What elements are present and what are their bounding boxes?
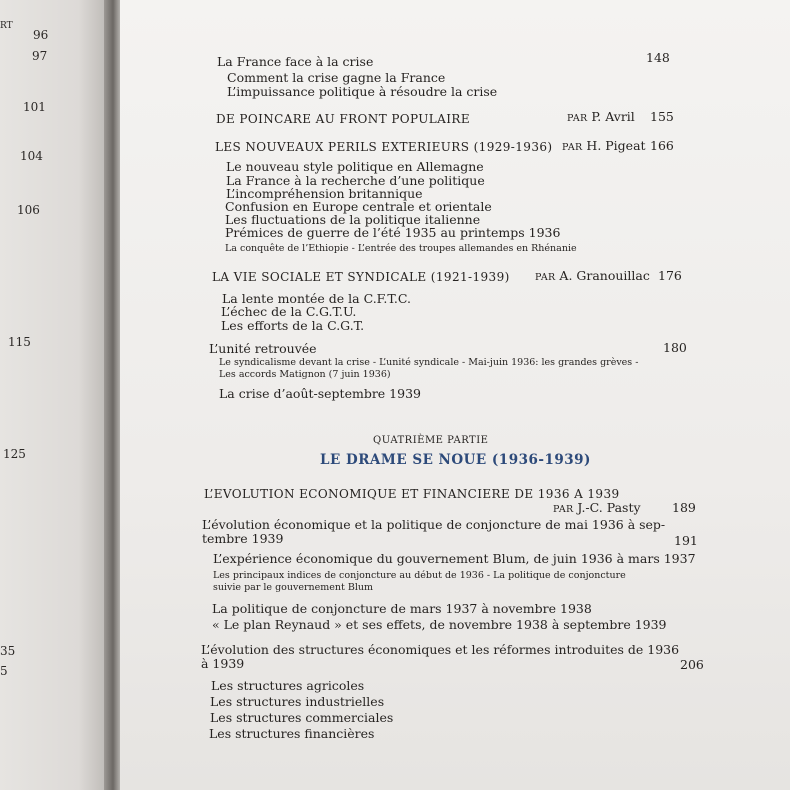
toc-note: suivie par le gouvernement Blum [213, 582, 373, 593]
left-page-number: 106 [17, 203, 40, 217]
toc-entry-title: L’unité retrouvée [209, 341, 317, 356]
left-page-number: 35 [0, 644, 16, 658]
part-label: QUATRIÈME PARTIE [373, 435, 489, 446]
toc-subentry: Les structures financières [209, 726, 375, 741]
toc-chapter-title: DE POINCARE AU FRONT POPULAIRE [216, 112, 470, 126]
left-fragment: RT [0, 21, 13, 31]
toc-page-number: 191 [674, 533, 698, 548]
toc-subentry: L’échec de la C.G.T.U. [221, 304, 357, 319]
toc-subentry: L’expérience économique du gouvernement Blum, de juin 1936 à mars 1937 [213, 551, 696, 566]
toc-note: La conquête de l’Ethiopie - L’entrée des troupes allemandes en Rhénanie [225, 243, 577, 254]
left-page-number: 97 [32, 49, 48, 63]
toc-subentry: Les structures industrielles [210, 694, 385, 709]
toc-subentry: Les efforts de la C.G.T. [221, 318, 365, 333]
toc-author: PAR J.-C. Pasty [553, 500, 641, 515]
toc-subentry: L’incompréhension britannique [226, 186, 423, 201]
toc-chapter-title: LA VIE SOCIALE ET SYNDICALE (1921-1939) [212, 270, 510, 284]
toc-subentry: Comment la crise gagne la France [227, 70, 446, 85]
toc-chapter-title: L’EVOLUTION ECONOMIQUE ET FINANCIERE DE 1936 A 1939 [204, 487, 620, 501]
toc-subentry: L’impuissance politique à résoudre la crise [227, 84, 498, 99]
left-page-number: 104 [20, 149, 43, 163]
toc-page-number: 176 [658, 268, 682, 283]
toc-entry-title: à 1939 [201, 656, 245, 671]
toc-page-number: 166 [650, 138, 674, 153]
toc-entry-title: L’évolution des structures économiques et les réformes introduites de 1936 [201, 642, 680, 657]
toc-note: Les accords Matignon (7 juin 1936) [219, 369, 391, 380]
toc-entry-title: L’évolution économique et la politique de conjoncture de mai 1936 à sep- [202, 517, 666, 532]
toc-subentry: Les fluctuations de la politique italienne [225, 212, 481, 227]
toc-subentry: Les structures commerciales [210, 710, 394, 725]
toc-author: PAR A. Granouillac [535, 268, 650, 283]
toc-subentry: La crise d’août-septembre 1939 [219, 386, 421, 401]
toc-subentry: Confusion en Europe centrale et orientale [225, 199, 492, 214]
toc-page-number: 148 [646, 50, 670, 65]
toc-page-number: 189 [672, 500, 696, 515]
toc-subentry: La lente montée de la C.F.T.C. [222, 291, 411, 306]
toc-page-number: 180 [663, 340, 687, 355]
left-page [0, 0, 112, 790]
toc-note: Les principaux indices de conjoncture au début de 1936 - La politique de conjoncture [213, 570, 626, 581]
toc-chapter-title: LES NOUVEAUX PERILS EXTERIEURS (1929-1936) [215, 140, 553, 154]
left-page-number: 115 [8, 335, 31, 349]
toc-note: Le syndicalisme devant la crise - L’unité syndicale - Mai-juin 1936: les grandes grèves - [219, 357, 639, 368]
left-page-number: 101 [23, 100, 46, 114]
toc-subentry: La politique de conjoncture de mars 1937 à novembre 1938 [212, 601, 592, 616]
toc-subentry: « Le plan Reynaud » et ses effets, de novembre 1938 à septembre 1939 [212, 617, 667, 632]
toc-subentry: Prémices de guerre de l’été 1935 au printemps 1936 [225, 225, 561, 240]
left-page-number: 5 [0, 664, 8, 678]
toc-author: PAR P. Avril [567, 109, 635, 124]
toc-subentry: Le nouveau style politique en Allemagne [226, 159, 484, 174]
toc-author: PAR H. Pigeat [562, 138, 646, 153]
toc-page-number: 155 [650, 109, 674, 124]
toc-entry-title: La France face à la crise [217, 54, 374, 69]
toc-subentry: Les structures agricoles [211, 678, 365, 693]
part-title: LE DRAME SE NOUE (1936-1939) [320, 452, 591, 468]
toc-page-number: 206 [680, 657, 704, 672]
left-page-number: 125 [3, 447, 26, 461]
toc-entry-title: tembre 1939 [202, 531, 284, 546]
toc-subentry: La France à la recherche d’une politique [226, 173, 485, 188]
left-page-number: 96 [33, 28, 49, 42]
table-of-contents-page [120, 0, 790, 790]
